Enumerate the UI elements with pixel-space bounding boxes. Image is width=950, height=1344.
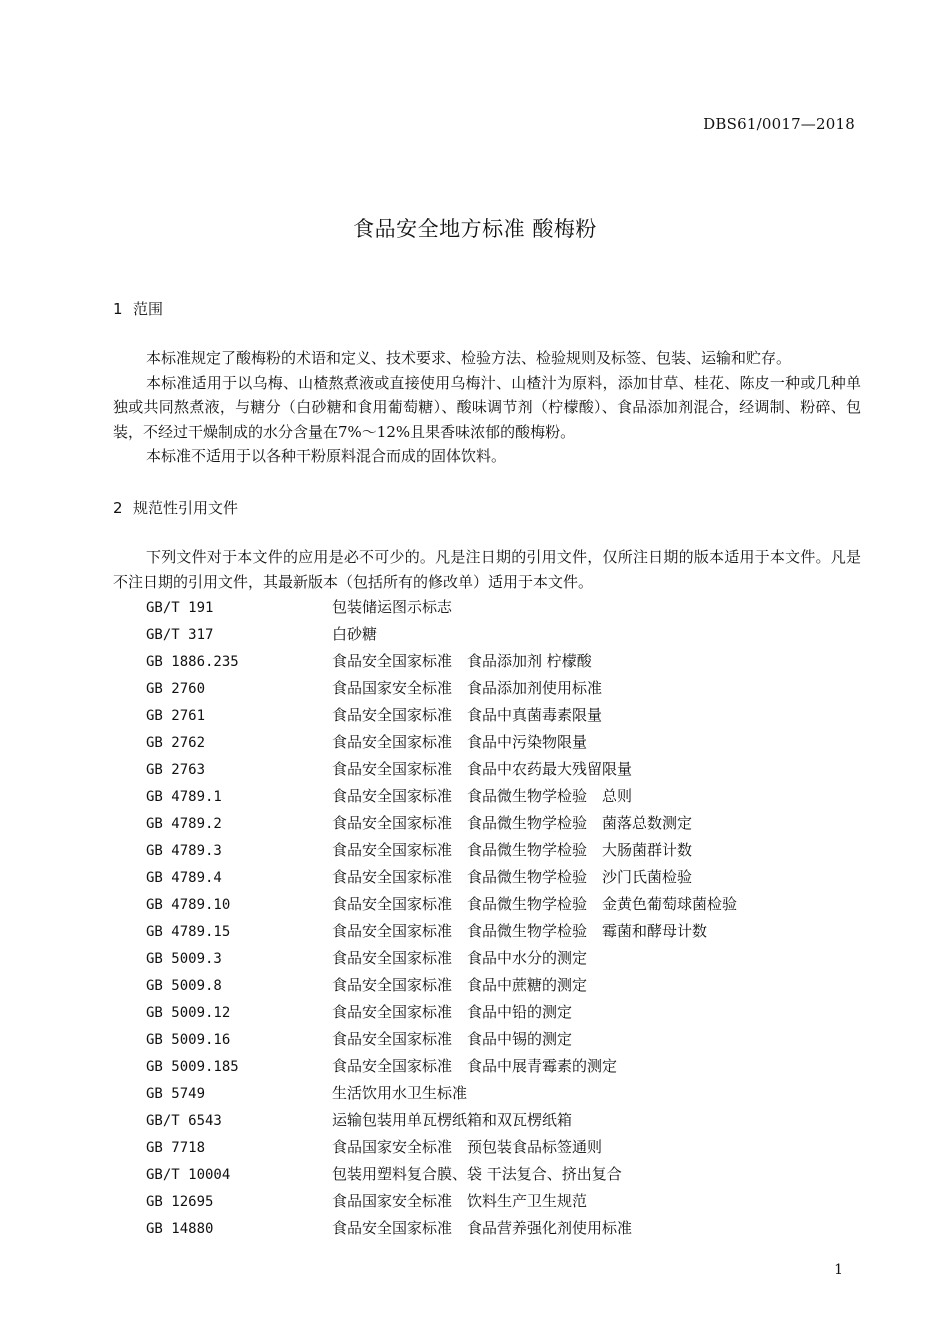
reference-code: GB 5009.185: [146, 1059, 239, 1075]
reference-code: GB 2762: [146, 735, 206, 751]
reference-title: 食品安全国家标准 食品中展青霉素的测定: [332, 1057, 618, 1075]
scope-paragraphs: [113, 346, 861, 469]
reference-title: 食品安全国家标准 食品微生物学检验 菌落总数测定: [332, 814, 693, 832]
reference-row: [146, 891, 846, 918]
reference-code: GB 14880: [146, 1221, 214, 1237]
reference-title: 食品安全国家标准 食品营养强化剂使用标准: [332, 1219, 633, 1237]
reference-code: GB/T 317: [146, 627, 214, 643]
reference-title: 食品安全国家标准 食品微生物学检验 沙门氏菌检验: [332, 868, 693, 886]
reference-row: [146, 594, 846, 621]
reference-title: 白砂糖: [332, 625, 378, 643]
reference-code: GB 5749: [146, 1086, 206, 1102]
reference-title: 食品国家安全标准 食品添加剂使用标准: [332, 679, 603, 697]
reference-row: [146, 1134, 846, 1161]
reference-title: 生活饮用水卫生标准: [332, 1084, 468, 1102]
reference-title: 食品国家安全标准 预包装食品标签通则: [332, 1138, 603, 1156]
reference-title: 食品安全国家标准 食品微生物学检验 金黄色葡萄球菌检验: [332, 895, 738, 913]
reference-row: [146, 729, 846, 756]
reference-row: [146, 1188, 846, 1215]
paragraph: 下列文件对于本文件的应用是必不可少的。凡是注日期的引用文件，仅所注日期的版本适用于本文件。凡是不注日期的引用文件，其最新版本（包括所有的修改单）适用于本文件。: [113, 548, 861, 591]
reference-title: 食品安全国家标准 食品添加剂 柠檬酸: [332, 652, 592, 670]
reference-code: GB/T 10004: [146, 1167, 231, 1183]
reference-row: [146, 837, 846, 864]
reference-row: [146, 972, 846, 999]
reference-code: GB 4789.1: [146, 789, 222, 805]
reference-title: 食品安全国家标准 食品中铅的测定: [332, 1003, 573, 1021]
section-heading-scope: [113, 298, 163, 319]
reference-row: [146, 702, 846, 729]
reference-row: [146, 1161, 846, 1188]
reference-row: [146, 1053, 846, 1080]
reference-code: GB/T 6543: [146, 1113, 222, 1129]
reference-list: [146, 594, 846, 1242]
reference-title: 运输包装用单瓦楞纸箱和双瓦楞纸箱: [332, 1111, 573, 1129]
standard-code: DBS61/0017—2018: [703, 115, 855, 133]
reference-row: [146, 810, 846, 837]
reference-row: [146, 945, 846, 972]
reference-row: [146, 1080, 846, 1107]
reference-row: [146, 621, 846, 648]
reference-code: GB 5009.16: [146, 1032, 231, 1048]
section-title: 范围: [133, 300, 164, 318]
reference-row: [146, 1215, 846, 1242]
section-heading-normative-references: [113, 497, 238, 518]
reference-title: 食品安全国家标准 食品中真菌毒素限量: [332, 706, 603, 724]
reference-code: GB 4789.4: [146, 870, 222, 886]
reference-title: 食品安全国家标准 食品中农药最大残留限量: [332, 760, 633, 778]
reference-title: 食品安全国家标准 食品中水分的测定: [332, 949, 588, 967]
reference-row: [146, 999, 846, 1026]
reference-title: 食品安全国家标准 食品中蔗糖的测定: [332, 976, 588, 994]
reference-row: [146, 918, 846, 945]
reference-code: GB 12695: [146, 1194, 214, 1210]
reference-code: GB 4789.15: [146, 924, 231, 940]
reference-code: GB 1886.235: [146, 654, 239, 670]
paragraph: 本标准适用于以乌梅、山楂熬煮液或直接使用乌梅汁、山楂汁为原料，添加甘草、桂花、陈皮一种或几种单独或共同熬煮液，与糖分（白砂糖和食用葡萄糖）、酸味调节剂（柠檬酸）、食品添加剂混合，经调制、粉碎、包装，不经过干燥制成的水分含量在7%～12%且果香味浓郁的酸梅粉。: [113, 373, 861, 441]
section-number: 2: [113, 499, 123, 517]
reference-code: GB 2761: [146, 708, 206, 724]
reference-row: [146, 756, 846, 783]
reference-row: [146, 864, 846, 891]
references-intro: [113, 545, 861, 594]
document-title: 食品安全地方标准 酸梅粉: [353, 217, 597, 241]
reference-row: [146, 1026, 846, 1053]
reference-title: 食品安全国家标准 食品微生物学检验 总则: [332, 787, 633, 805]
section-title: 规范性引用文件: [133, 499, 239, 517]
reference-title: 食品安全国家标准 食品中污染物限量: [332, 733, 588, 751]
reference-code: GB 5009.3: [146, 951, 222, 967]
reference-code: GB 2763: [146, 762, 206, 778]
page-number: 1: [834, 1262, 843, 1278]
reference-code: GB 4789.10: [146, 897, 231, 913]
reference-row: [146, 783, 846, 810]
reference-code: GB 4789.3: [146, 843, 222, 859]
section-number: 1: [113, 300, 123, 318]
reference-row: [146, 1107, 846, 1134]
paragraph: 本标准不适用于以各种干粉原料混合而成的固体饮料。: [146, 447, 507, 465]
paragraph: 本标准规定了酸梅粉的术语和定义、技术要求、检验方法、检验规则及标签、包装、运输和贮存。: [146, 349, 792, 367]
reference-row: [146, 675, 846, 702]
reference-row: [146, 648, 846, 675]
reference-code: GB/T 191: [146, 600, 214, 616]
reference-title: 食品安全国家标准 食品微生物学检验 霉菌和酵母计数: [332, 922, 708, 940]
reference-code: GB 4789.2: [146, 816, 222, 832]
reference-title: 包装用塑料复合膜、袋 干法复合、挤出复合: [332, 1165, 622, 1183]
reference-title: 食品安全国家标准 食品中锡的测定: [332, 1030, 573, 1048]
reference-code: GB 2760: [146, 681, 206, 697]
reference-code: GB 5009.12: [146, 1005, 231, 1021]
reference-code: GB 7718: [146, 1140, 206, 1156]
reference-title: 包装储运图示标志: [332, 598, 453, 616]
reference-title: 食品国家安全标准 饮料生产卫生规范: [332, 1192, 588, 1210]
reference-code: GB 5009.8: [146, 978, 222, 994]
reference-title: 食品安全国家标准 食品微生物学检验 大肠菌群计数: [332, 841, 693, 859]
